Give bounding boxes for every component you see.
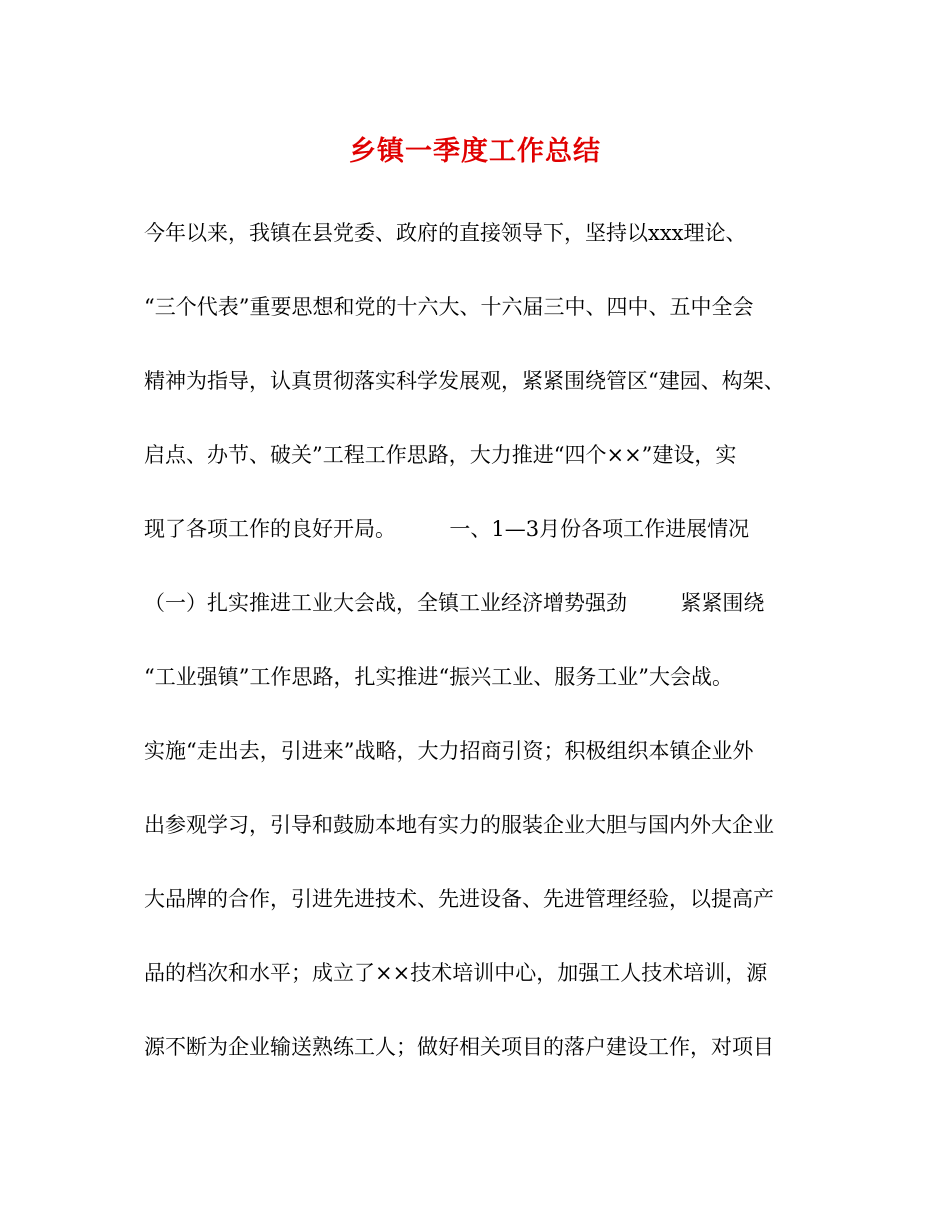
body-line: 出参观学习，引导和鼓励本地有实力的服装企业大胆与国内外大企业 <box>144 813 774 837</box>
body-line: 现了各项工作的良好开局。 一、1—3月份各项工作进展情况 <box>144 517 750 541</box>
body-line: 源不断为企业输送熟练工人；做好相关项目的落户建设工作，对项目 <box>144 1035 774 1059</box>
document-title: 乡镇一季度工作总结 <box>349 136 601 167</box>
body-line: “三个代表”重要思想和党的十六大、十六届三中、四中、五中全会 <box>144 295 754 319</box>
body-line: “工业强镇”工作思路，扎实推进“振兴工业、服务工业”大会战。 <box>144 665 733 689</box>
body-line: 精神为指导，认真贯彻落实科学发展观，紧紧围绕管区“建园、构架、 <box>144 369 785 393</box>
body-line: 今年以来，我镇在县党委、政府的直接领导下，坚持以xxx理论、 <box>144 221 747 245</box>
body-line: 大品牌的合作，引进先进技术、先进设备、先进管理经验，以提高产 <box>144 887 774 911</box>
body-line: （一）扎实推进工业大会战，全镇工业经济增势强劲 紧紧围绕 <box>144 591 765 615</box>
body-line: 实施“走出去，引进来”战略，大力招商引资；积极组织本镇企业外 <box>144 739 754 763</box>
body-line: 品的档次和水平；成立了××技术培训中心，加强工人技术培训，源 <box>144 961 768 985</box>
body-line: 启点、办节、破关”工程工作思路，大力推进“四个××”建设，实 <box>144 443 737 467</box>
